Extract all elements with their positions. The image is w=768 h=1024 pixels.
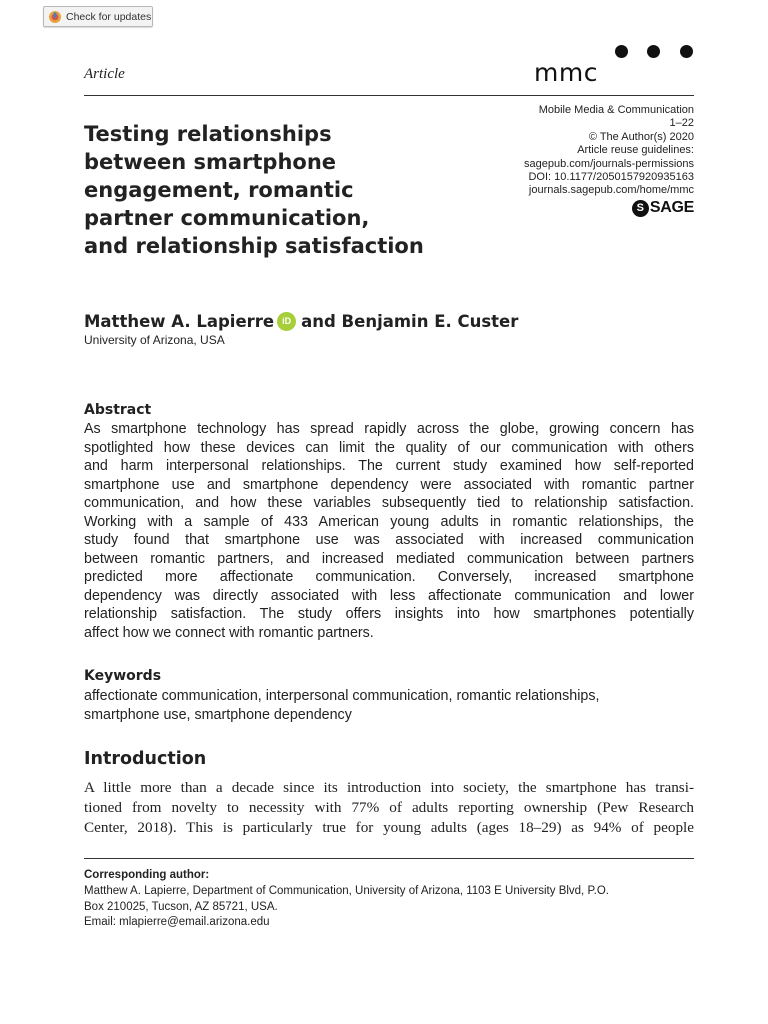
abstract-line: smartphone use and smartphone dependency were associated with romantic partner [84,476,694,493]
title-line: engagement, romantic [84,178,354,202]
crossmark-icon [49,11,61,23]
logo-dot [615,45,628,58]
journal-info [524,104,694,198]
publisher-name: SAGE [649,199,694,216]
reuse-link[interactable]: sagepub.com/journals-permissions [524,157,694,170]
logo-dot [647,45,660,58]
logo-dot [680,45,693,58]
abstract-line: Working with a sample of 433 American young adults in romantic relationships, the [84,513,694,530]
author-list [84,312,518,331]
abstract-line: relationship satisfaction. The study offers insights into how smartphones potentially [84,606,694,622]
introduction-line: Center, 2018). This is particularly true for young adults (ages 18–29) as 94% of people [84,819,694,836]
check-for-updates-button[interactable] [43,6,153,27]
corresponding-author-line: Box 210025, Tucson, AZ 85721, USA. [84,900,278,913]
header-divider [84,95,694,96]
introduction-line: A little more than a decade since its introduction into society, the smartphone has transi- [84,779,694,796]
abstract-line: affect how we connect with romantic partners. [84,624,374,641]
title-line: between smartphone [84,150,337,174]
abstract-line: and harm interpersonal relationships. The current study examined how self-reported [84,458,694,474]
orcid-icon[interactable]: iD [277,312,296,331]
reuse-label: Article reuse guidelines: [577,144,694,157]
doi[interactable]: DOI: 10.1177/2050157920935163 [528,171,694,184]
author-name: and Benjamin E. Custer [301,312,519,331]
footnote-divider [84,858,694,859]
keywords-line: affectionate communication, interpersonal communication, romantic relationships, [84,688,600,704]
abstract-text [84,420,694,642]
check-for-updates-label: Check for updates [66,10,152,23]
abstract-line: dependency was directly associated with less affectionate communication and lower [84,587,694,604]
keywords-line: smartphone use, smartphone dependency [84,706,352,723]
journal-logo: mmc [534,58,598,87]
abstract-line: spotlighted how these devices can limit the quality of our communication with others [84,439,694,456]
abstract-heading: Abstract [84,402,152,418]
abstract-line: between romantic partners, and increased mediated communication between partners [84,550,694,567]
journal-name: Mobile Media & Communication [538,104,694,116]
introduction-text [84,778,694,838]
keywords-heading: Keywords [84,668,162,684]
title-line: partner communication, [84,206,370,230]
journal-link[interactable]: journals.sagepub.com/home/mmc [528,184,694,197]
article-type-label: Article [84,66,125,82]
corresponding-author-line: Matthew A. Lapierre, Department of Communication, University of Arizona, 1103 E University Blvd, P.O. [84,885,609,897]
page-range: 1–22 [669,117,694,130]
abstract-line: As smartphone technology has spread rapidly across the globe, growing concern has [84,421,694,437]
corresponding-author-email[interactable]: Email: mlapierre@email.arizona.edu [84,916,270,928]
copyright: © The Author(s) 2020 [588,130,694,143]
keywords-text [84,687,694,724]
publisher-logo [632,199,694,217]
paper-title [84,120,484,260]
introduction-heading: Introduction [84,749,207,769]
author-name: Matthew A. Lapierre [84,312,275,331]
corresponding-author-heading: Corresponding author: [84,869,210,881]
affiliation: University of Arizona, USA [84,333,225,347]
title-line: Testing relationships [84,122,332,146]
corresponding-author-details [84,884,704,931]
abstract-line: communication, and how these variables subsequently tied to relationship satisfaction. [84,495,694,511]
abstract-line: predicted more affectionate communication. Conversely, increased smartphone [84,569,694,585]
abstract-line: study found that smartphone use was associated with increased communication [84,532,694,548]
title-line: and relationship satisfaction [84,234,424,258]
sage-mark-icon: S [632,200,649,217]
introduction-line: tioned from novelty to necessity with 77% of adults reporting ownership (Pew Research [84,799,694,816]
